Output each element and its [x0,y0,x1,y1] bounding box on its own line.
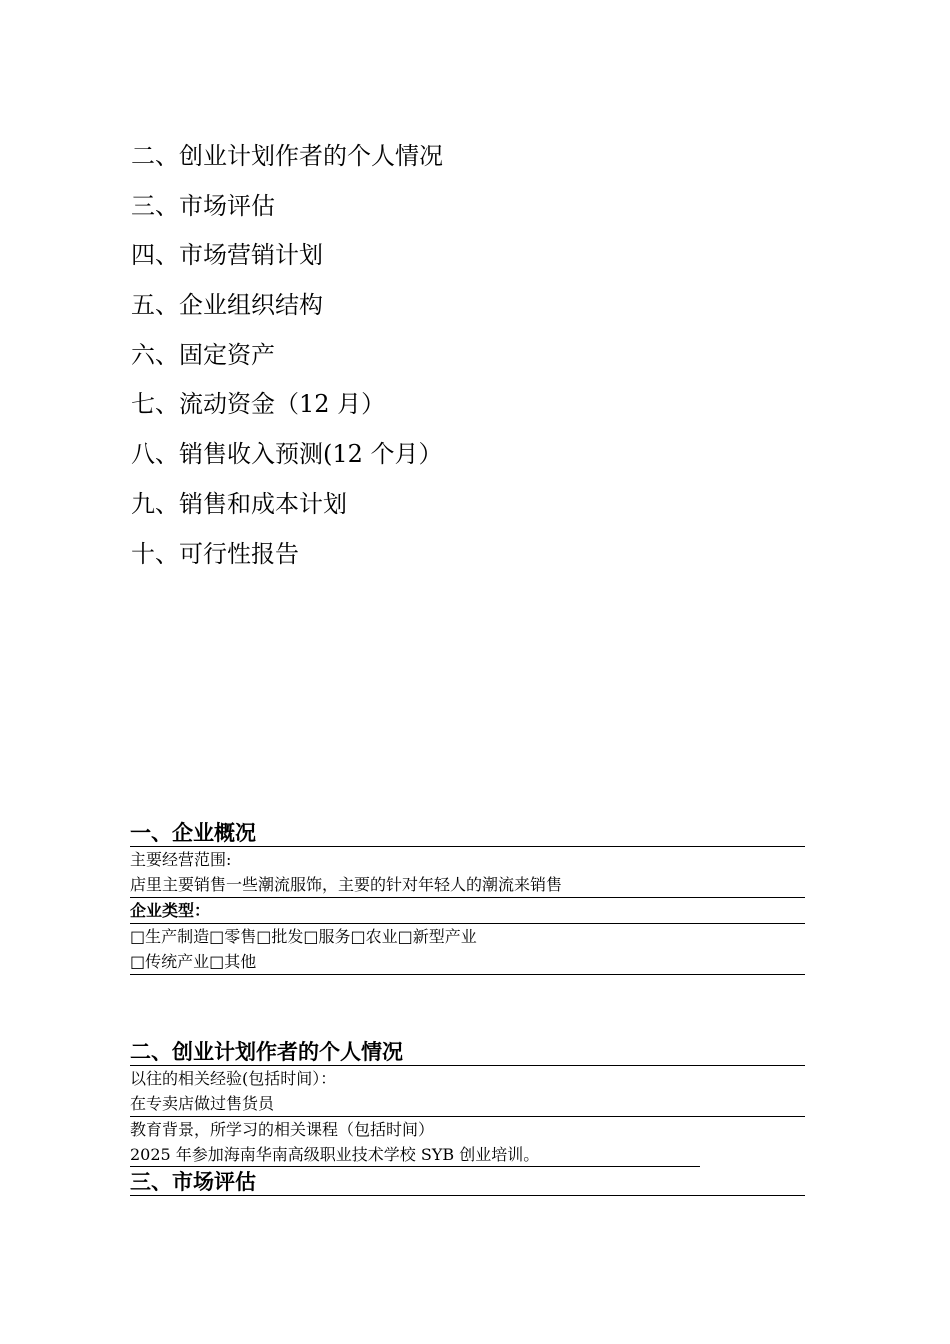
business-scope-label: 主要经营范围: [130,850,232,869]
toc-item-sales-cost-plan[interactable]: 九、销售和成本计划 [131,489,347,518]
education-value: 2025 年参加海南华南高级职业技术学校 SYB 创业培训。 [130,1142,700,1167]
section-market-assessment [130,1170,805,1196]
company-type-options-row2[interactable]: □传统产业□其他 [130,949,805,975]
section-author-info [130,1040,805,1167]
toc-item-working-capital[interactable]: 七、流动资金（12 月） [131,390,386,419]
toc-item-fixed-assets[interactable]: 六、固定资产 [131,340,275,369]
business-scope-value: 店里主要销售一些潮流服饰，主要的针对年轻人的潮流来销售 [130,872,805,898]
toc-item-author-info[interactable]: 二、创业计划作者的个人情况 [131,142,443,170]
section-company-overview [130,821,805,975]
company-type-options-row1[interactable]: □生产制造□零售□批发□服务□农业□新型产业 [130,927,477,946]
education-label: 教育背景，所学习的相关课程（包括时间） [130,1120,435,1139]
experience-label: 以往的相关经验(包括时间）： [130,1069,337,1088]
section-title: 三、市场评估 [130,1170,805,1196]
toc-item-feasibility-report[interactable]: 十、可行性报告 [131,539,299,568]
table-of-contents [131,132,831,579]
experience-value: 在专卖店做过售货员 [130,1091,805,1117]
company-type-label: 企业类型： [130,898,805,924]
education-row [130,1142,805,1167]
toc-item-org-structure[interactable]: 五、企业组织结构 [131,291,323,320]
toc-item-market-assessment[interactable]: 三、市场评估 [131,191,275,220]
section-title: 二、创业计划作者的个人情况 [130,1040,805,1066]
toc-item-marketing-plan[interactable]: 四、市场营销计划 [131,241,323,270]
toc-item-sales-forecast[interactable]: 八、销售收入预测(12 个月） [131,440,443,469]
section-title: 一、企业概况 [130,821,805,847]
